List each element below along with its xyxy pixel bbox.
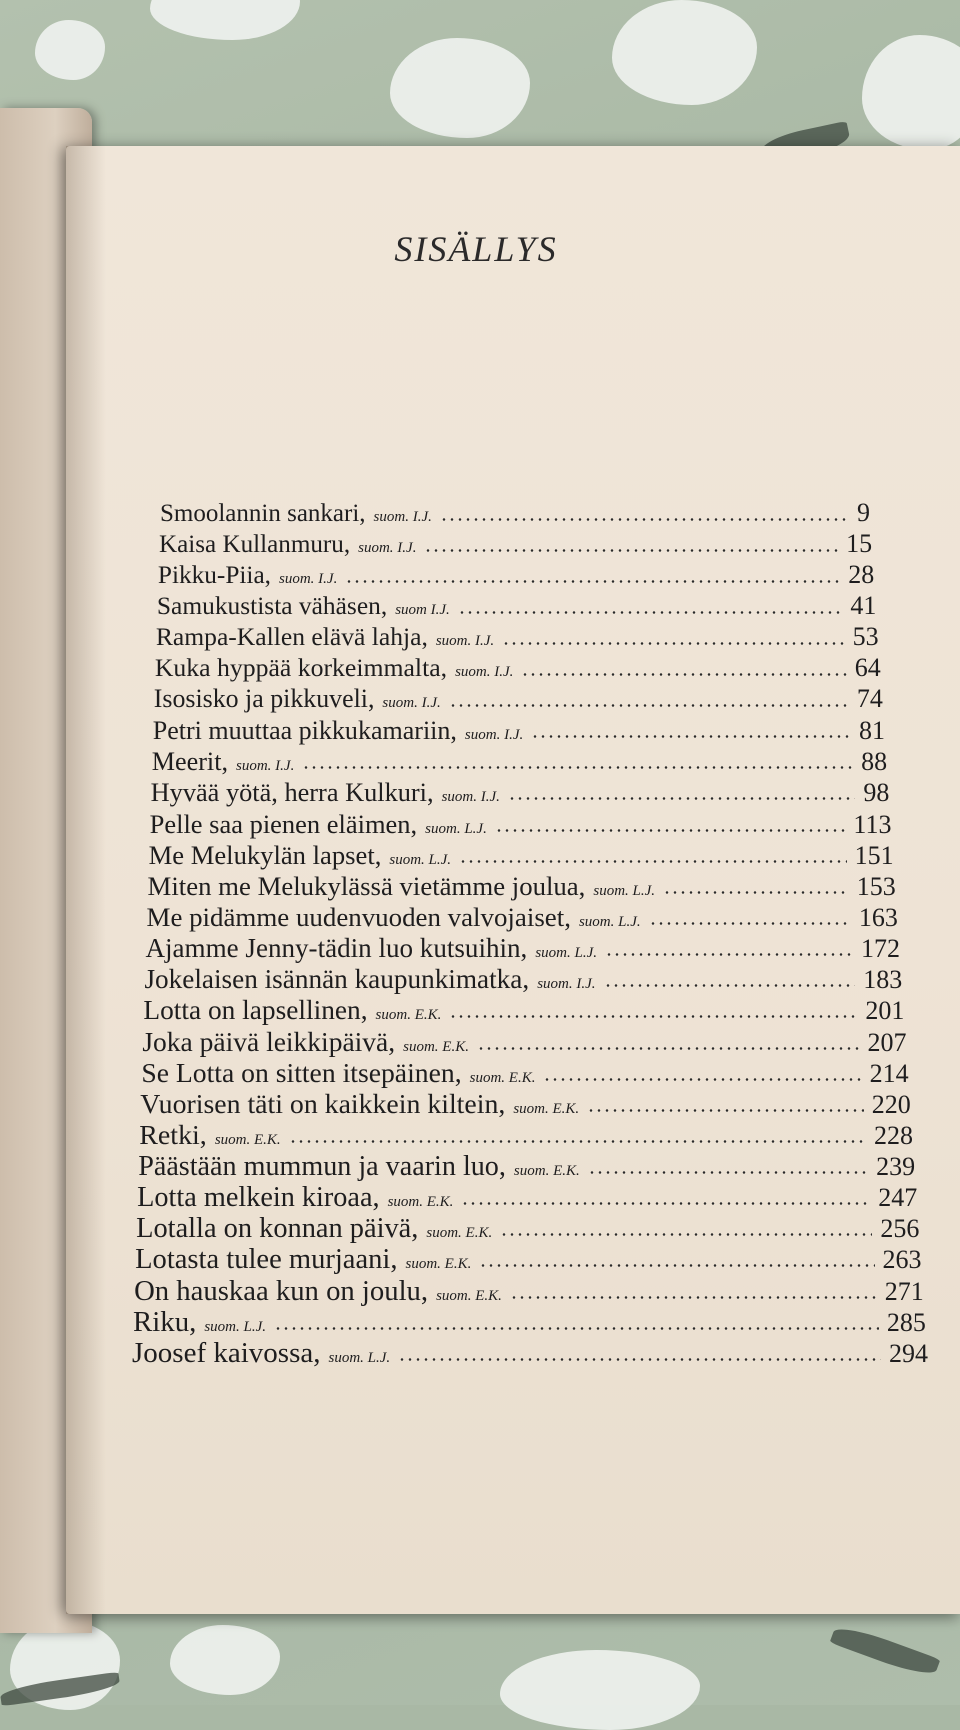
leader-dots [458,611,843,614]
entry-title: Retki, [139,1119,207,1151]
entry-title: Ajamme Jenny-tädin luo kutsuihin, [145,933,528,964]
toc-entry [148,871,896,902]
leader-dots [398,1358,881,1361]
entry-translator: suom. I.J. [537,976,596,993]
toc-entry [139,1120,913,1152]
entry-title: Miten me Melukylässä vietämme joulua, [147,870,586,901]
entry-page-number: 53 [852,622,879,652]
entry-translator: suom. I.J. [358,540,417,557]
entry-page-number: 81 [859,715,886,745]
leader-dots [508,797,855,800]
entry-page-number: 172 [861,934,901,964]
entry-page-number: 163 [858,903,898,933]
page-title: SISÄLLYS [394,229,558,269]
entry-page-number: 64 [854,653,881,683]
leader-dots [588,1171,868,1174]
toc-entry [145,933,900,964]
toc-entry [133,1306,926,1339]
entry-translator: suom. I.J. [464,726,524,743]
entry-page-number: 256 [880,1213,920,1243]
entry-page-number: 151 [854,840,894,870]
toc-entry [159,529,872,559]
toc-entry [156,622,879,652]
leader-dots [502,642,844,645]
entry-page-number: 239 [876,1151,916,1181]
entry-translator: suom. E.K. [214,1131,281,1148]
entry-page-number: 183 [863,965,903,995]
entry-title: Pelle saa pienen eläimen, [149,808,418,839]
entry-page-number: 271 [884,1277,924,1307]
entry-page-number: 228 [873,1120,913,1150]
entry-title: Lotalla on konnan päivä, [136,1212,419,1244]
toc-entry [135,1244,921,1276]
leader-dots [274,1327,879,1330]
leader-dots [424,549,838,552]
entry-title: Kuka hyppää korkeimmalta, [154,653,448,683]
toc-entry [154,684,883,714]
entry-translator: suom. L.J. [593,882,656,899]
entry-title: Riku, [133,1306,197,1339]
entry-translator: suom. L.J. [328,1350,391,1367]
toc-entry [160,498,870,528]
entry-title: Vuorisen täti on kaikkein kiltein, [140,1088,506,1120]
leader-dots [587,1109,864,1112]
entry-title: Pikku-Piia, [157,561,271,590]
entry-page-number: 247 [878,1182,918,1212]
entry-translator: suom. L.J. [425,820,487,837]
leader-dots [531,735,851,738]
toc-entry [141,1057,908,1089]
entry-title: Se Lotta on sitten itsepäinen, [141,1057,462,1089]
entry-translator: suom. E.K. [403,1039,469,1056]
toc-entry [155,653,881,683]
entry-translator: suom. I.J. [373,509,432,525]
entry-page-number: 263 [882,1244,922,1274]
entry-title: Me pidämme uudenvuoden valvojaiset, [146,902,571,933]
entry-translator: suom. I.J. [236,757,295,774]
leader-dots [461,1202,870,1205]
entry-title: Rampa-Kallen elävä lahja, [155,622,428,652]
entry-title: Joosef kaivossa, [132,1337,321,1370]
leader-dots [605,953,853,956]
entry-translator: suom. L.J. [389,851,452,868]
entry-translator: suom. L.J. [204,1319,267,1336]
entry-title: Jokelaisen isännän kaupunkimatka, [144,964,530,995]
entry-translator: suom. L.J. [535,945,597,962]
toc-entry [137,1182,917,1214]
leader-dots [604,984,856,987]
entry-page-number: 214 [869,1059,909,1089]
entry-translator: suom. E.K. [469,1070,536,1087]
entry-page-number: 113 [853,809,892,839]
entry-page-number: 201 [865,996,905,1026]
leader-dots [521,673,846,676]
leader-dots [479,1264,874,1267]
entry-title: Meerit, [151,746,229,776]
leader-dots [495,829,846,832]
entry-translator: suom. E.K. [513,1162,580,1179]
leader-dots [440,518,849,521]
entry-title: Petri muuttaa pikkukamariin, [152,715,457,745]
toc-entry [136,1213,919,1245]
leader-dots [663,891,849,894]
toc-entry [142,1026,906,1058]
leader-dots [543,1078,861,1081]
entry-title: Joka päivä leikkipäivä, [142,1026,396,1058]
toc-entry [151,778,890,808]
leader-dots [449,704,849,707]
entry-translator: suom. E.K. [405,1255,472,1272]
toc-entry [144,964,902,995]
entry-translator: suom. I.J. [279,571,338,588]
entry-translator: suom. E.K. [426,1224,493,1241]
entry-title: Smoolannin sankari, [160,500,366,527]
entry-page-number: 9 [857,498,870,527]
entry-translator: suom. L.J. [578,914,641,931]
entry-title: Lotta on lapsellinen, [143,995,368,1026]
toc-entry [158,560,874,590]
entry-translator: suom. I.J. [455,664,514,681]
entry-page-number: 285 [886,1308,926,1338]
entry-page-number: 28 [848,560,875,590]
leader-dots [345,580,840,583]
entry-page-number: 220 [871,1089,911,1119]
entry-page-number: 153 [856,871,896,901]
entry-page-number: 207 [867,1028,907,1058]
entry-title: Hyvää yötä, herra Kulkuri, [150,777,434,807]
toc-entry [157,591,877,621]
entry-title: Päästään mummun ja vaarin luo, [138,1150,506,1182]
entry-title: Lotasta tulee murjaani, [135,1243,398,1275]
entry-page-number: 15 [846,529,873,559]
leader-dots [477,1047,860,1050]
toc-entry [132,1337,928,1370]
toc-entry [134,1275,924,1308]
entry-page-number: 88 [861,746,888,776]
entry-title: Lotta melkein kiroaa, [137,1181,380,1213]
entry-title: Samukustista vähäsen, [156,591,388,621]
entry-page-number: 98 [863,777,890,807]
toc-entry [138,1151,915,1183]
entry-page-number: 294 [889,1339,928,1369]
toc-entry [143,995,904,1026]
toc-entry [150,809,892,840]
leader-dots [289,1140,866,1143]
toc-entry [147,902,898,933]
entry-page-number: 74 [856,684,883,714]
leader-dots [302,766,853,769]
leader-dots [500,1233,872,1236]
entry-translator: suom. I.J. [435,633,495,650]
toc-entry [152,747,887,777]
entry-translator: suom. E.K. [387,1193,454,1210]
entry-title: On hauskaa kun on joulu, [134,1275,429,1308]
leader-dots [459,860,847,863]
entry-translator: suom. E.K. [375,1007,442,1024]
entry-translator: suom. E.K. [436,1288,502,1305]
entry-title: Isosisko ja pikkuveli, [153,684,375,714]
entry-title: Kaisa Kullanmuru, [158,531,351,559]
leader-dots [449,1015,857,1018]
entry-translator: suom. I.J. [382,695,441,712]
leader-dots [510,1296,877,1299]
entry-translator: suom. I.J. [441,788,500,805]
entry-translator: suom I.J. [395,602,450,619]
entry-page-number: 41 [850,591,877,621]
toc-entry [140,1089,911,1121]
entry-title: Me Melukylän lapset, [148,839,382,870]
leader-dots [649,922,851,925]
toc-entry [153,716,885,746]
entry-translator: suom. E.K. [513,1100,580,1117]
toc-entry [149,840,894,871]
